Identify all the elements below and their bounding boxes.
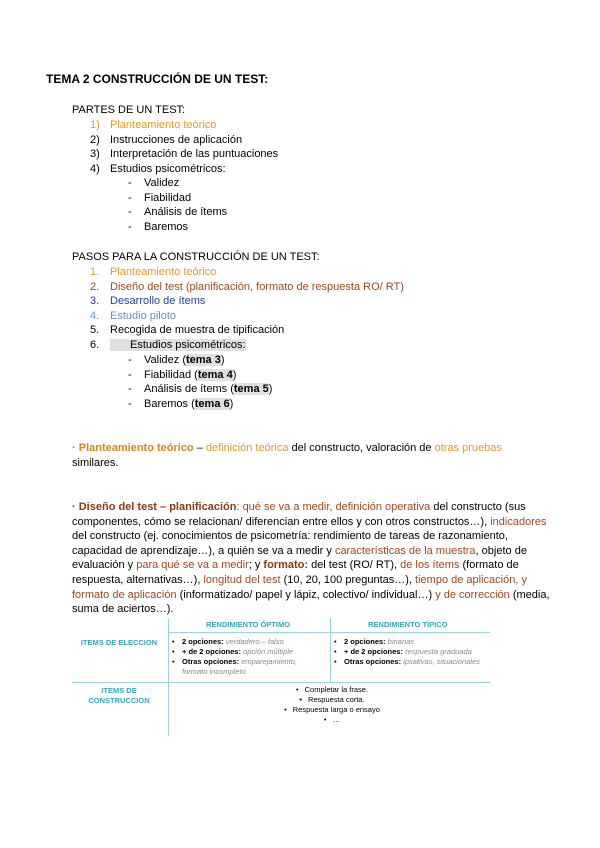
list-item: 3. Desarrollo de ítems: [90, 295, 206, 308]
list-item: - Fiabilidad (tema 4): [128, 368, 272, 383]
table-divider: [168, 632, 490, 633]
pasos-heading: PASOS PARA LA CONSTRUCCIÓN DE UN TEST:: [72, 251, 320, 263]
partes-heading: PARTES DE UN TEST:: [72, 104, 186, 116]
list-item: - Validez (tema 3): [128, 353, 272, 368]
items-table: [72, 618, 490, 736]
pasos-sublist: [128, 353, 272, 411]
table-divider: [330, 618, 331, 682]
list-item: 6. Estudios psicométricos:: [90, 338, 246, 351]
list-item: - Análisis de ítems (tema 5): [128, 382, 272, 397]
list-item: • Respuesta larga o ensayo: [242, 705, 422, 715]
partes-list: [90, 118, 278, 176]
list-item: 5. Recogida de muestra de tipificación: [90, 324, 285, 337]
list-item: 1. Planteamiento teórico: [90, 266, 217, 278]
page-title: TEMA 2 CONSTRUCCIÓN DE UN TEST:: [46, 72, 269, 86]
list-item: • 2 opciones: binarias: [334, 637, 480, 647]
list-item: 1) Planteamiento teórico: [90, 119, 217, 131]
table-row-label-eleccion: ITEMS DE ELECCION: [80, 638, 158, 647]
paragraph-diseno: · Diseño del test – planificación: qué se va a medir, definición operativa del constructo (sus componentes, cómo se relacionan/ diferencian entre ellos y con otros constructos…), indicadores del constructo (ej. conocimientos de psicometría: rendimiento de tareas de razonamiento, capacidad de aprendizaje…), a quién se va a medir y características de la muestra, objeto de evaluación y para qué se va a medir; y formato: del test (RO/ RT), de los ítems (formato de respuesta, alternativas…), longitud del test (10, 20, 100 preguntas…), tiempo de aplicación, y formato de aplicación (informatizado/ papel y lápiz, colectivo/ individual…) y de corrección (media, suma de aciertos…).: [72, 501, 550, 616]
table-divider: [168, 618, 169, 736]
list-item: - Fiabilidad: [128, 191, 227, 206]
list-item: • Otras opciones: emparejamiento,: [172, 657, 297, 667]
tipico-list: [334, 637, 480, 667]
partes-sublist: [128, 176, 227, 234]
optimo-extra: formato incompleto: [182, 667, 246, 676]
list-item: • 2 opciones: verdadero – falso: [172, 637, 297, 647]
table-header-optimo: RENDIMIENTO ÓPTIMO: [206, 620, 291, 629]
optimo-list: [172, 637, 297, 667]
table-row-label-construccion: ITEMS DE CONSTRUCCION: [88, 686, 150, 705]
pasos-list: [90, 265, 404, 353]
list-item: 2) Instrucciones de aplicación: [90, 133, 243, 146]
table-header-tipico: RENDIMIENTO TÍPICO: [368, 620, 448, 629]
list-item: - Validez: [128, 176, 227, 191]
list-item: 3) Interpretación de las puntuaciones: [90, 148, 279, 161]
list-item: • + de 2 opciones: opción múltiple: [172, 647, 297, 657]
list-item: • Respuesta corta.: [242, 695, 422, 705]
list-item: 2. Diseño del test (planificación, formato de respuesta RO/ RT): [90, 280, 404, 293]
paragraph-planteamiento: · Planteamiento teórico – definición teórica del constructo, valoración de otras pruebas similares.: [72, 442, 502, 469]
list-item: - Baremos: [128, 220, 227, 235]
list-item: • Otras opciones: ipsativas, situacionales: [334, 657, 480, 667]
list-item: 4) Estudios psicométricos:: [90, 162, 226, 175]
list-item: • Completar la frase.: [242, 685, 422, 695]
list-item: 4. Estudio piloto: [90, 309, 177, 322]
list-item: • + de 2 opciones: respuesta graduada: [334, 647, 480, 657]
list-item: - Baremos (tema 6): [128, 397, 272, 412]
list-item: • …: [242, 715, 422, 725]
construccion-list: [242, 685, 422, 725]
table-divider: [72, 682, 490, 683]
list-item: - Análisis de ítems: [128, 205, 227, 220]
